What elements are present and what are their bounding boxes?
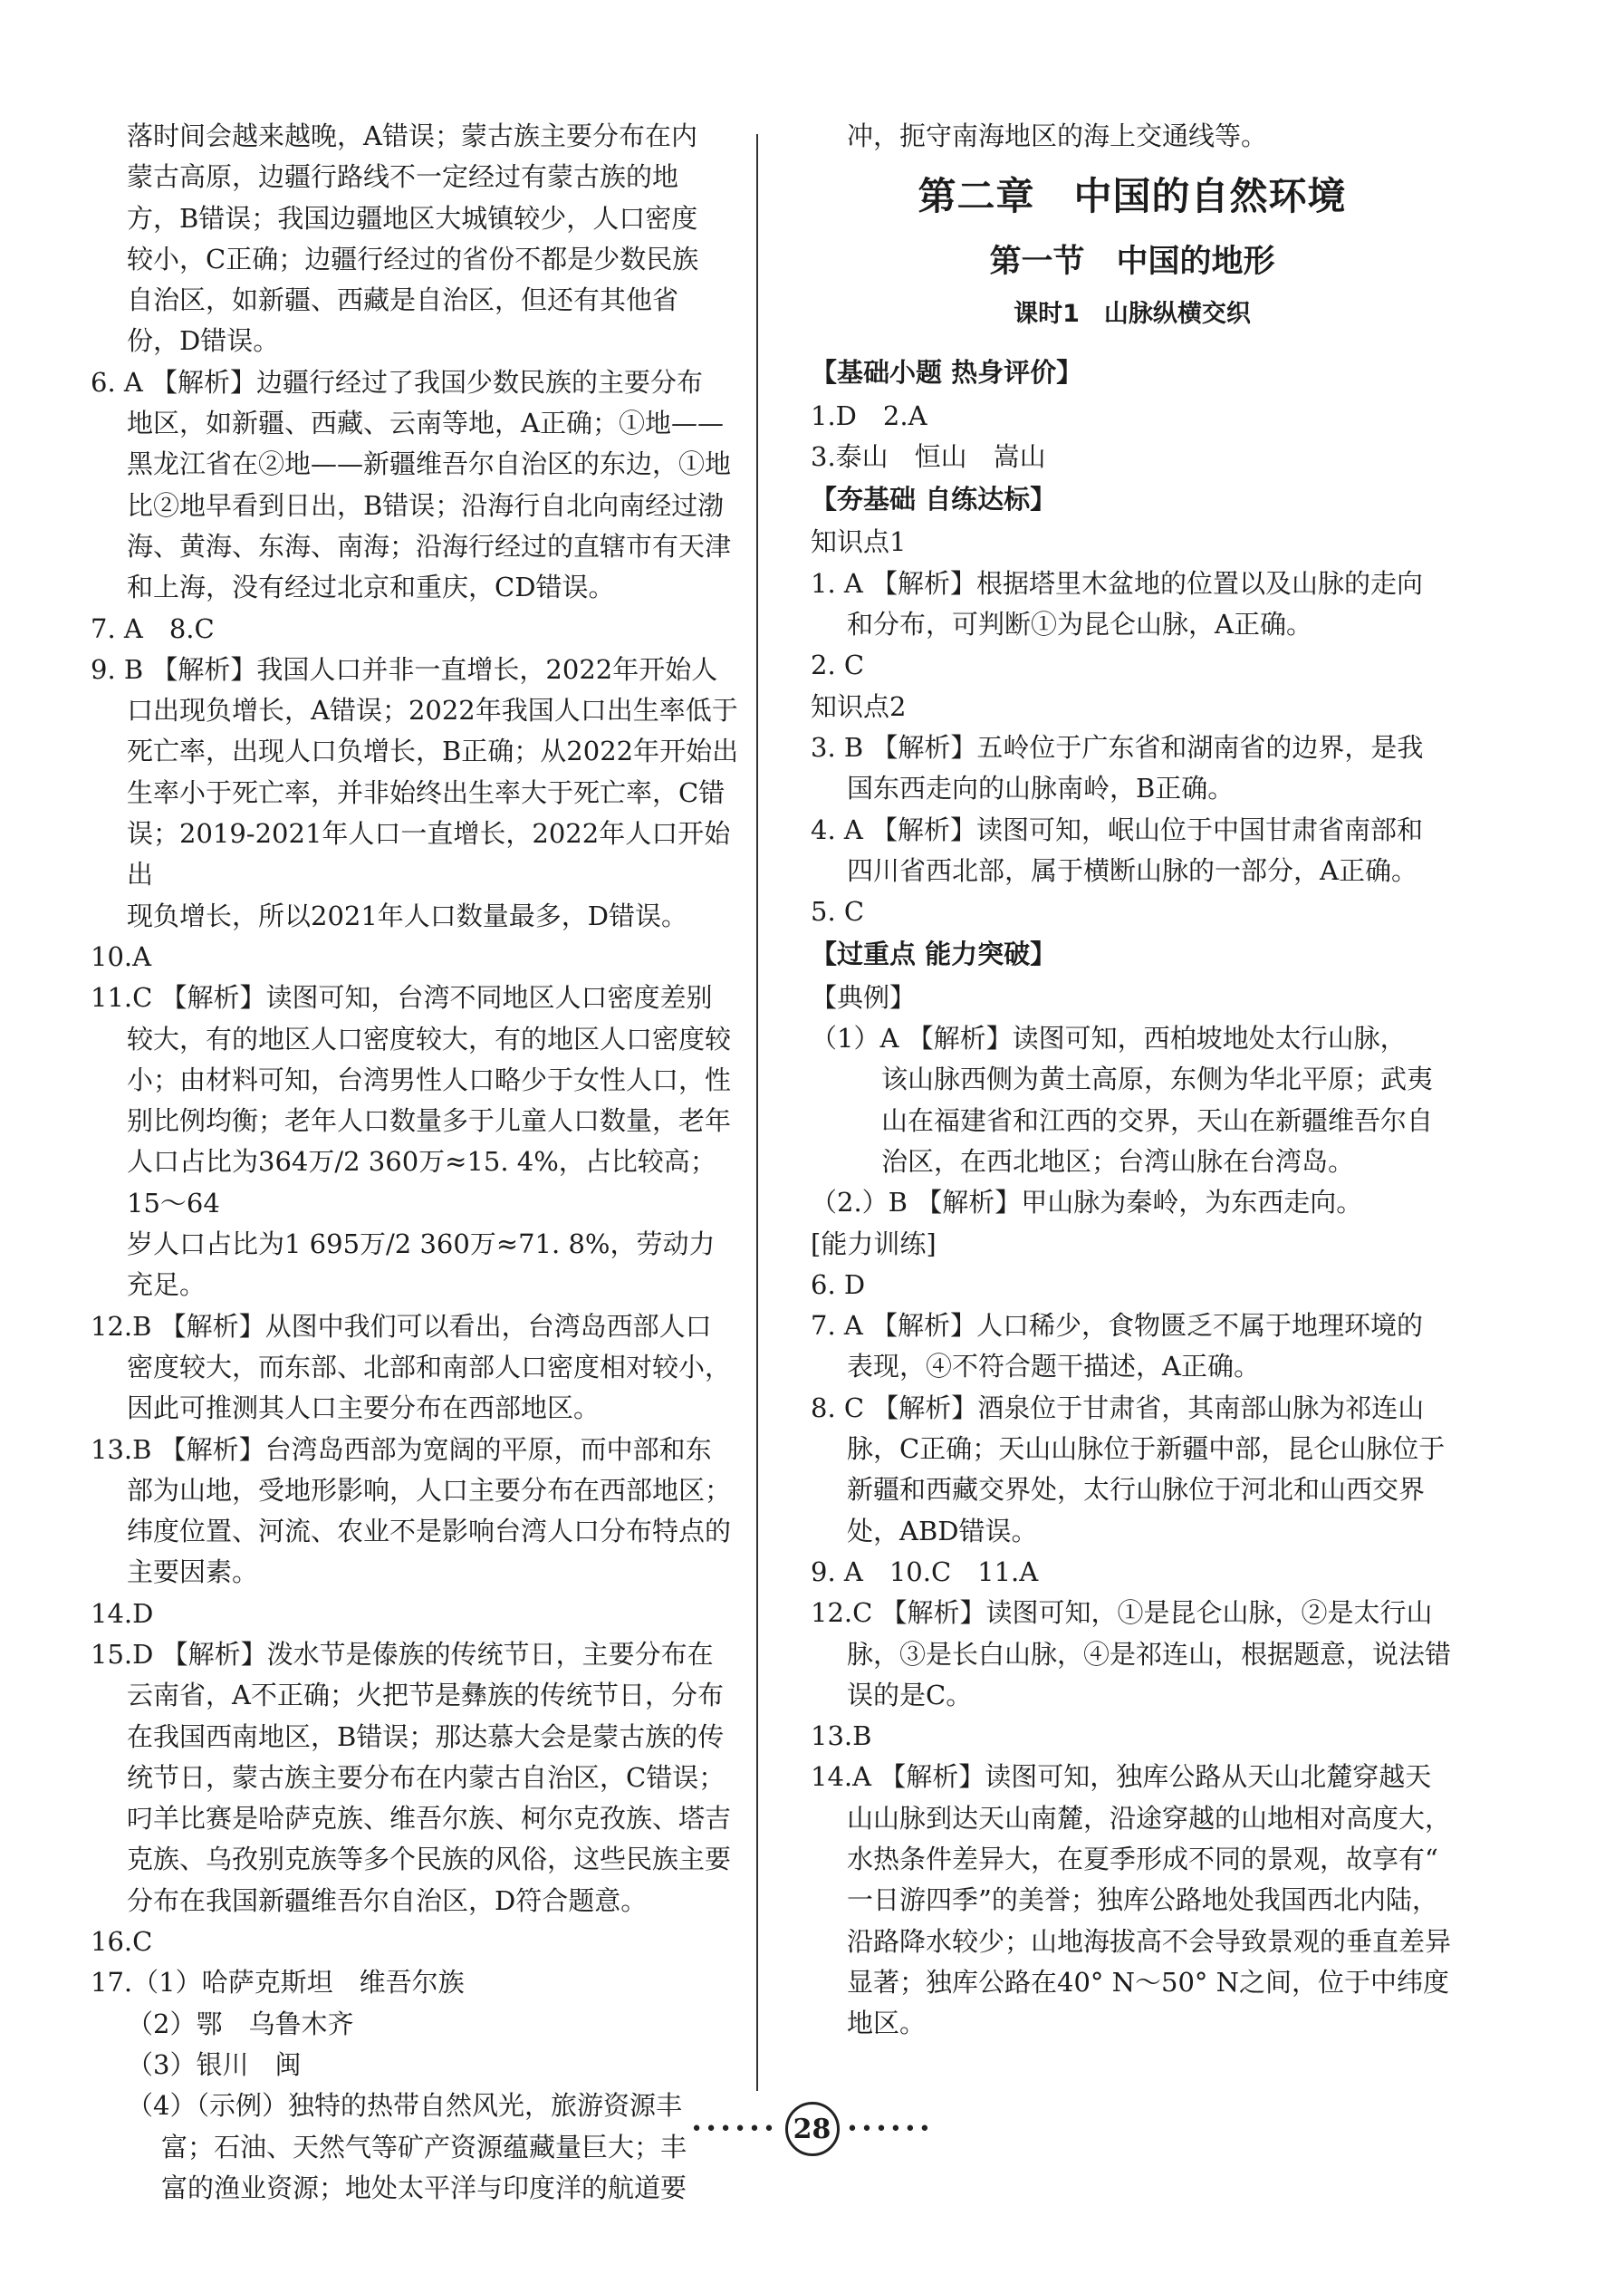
answer-line: 【典例】 xyxy=(811,981,917,1013)
answer-line: 4. A 【解析】读图可知，岷山位于中国甘肃省南部和 xyxy=(811,814,1424,845)
answer-line: （4）（示例）独特的热带自然风光，旅游资源丰 xyxy=(127,2090,682,2122)
answer-line: 7. A 【解析】人口稀少，食物匮乏不属于地理环境的 xyxy=(811,1310,1424,1342)
answer-line: 11.C 【解析】读图可知，台湾不同地区人口密度差别 xyxy=(91,982,713,1014)
answer-line: 脉，C正确；天山山脉位于新疆中部，昆仑山脉位于 xyxy=(847,1433,1446,1465)
answer-line: 水热条件差异大，在夏季形成不同的景观，故享有“ xyxy=(847,1843,1438,1874)
answer-line: 人口占比为364万/2 360万≈15. 4%，占比较高；15～64 xyxy=(127,1146,716,1219)
answer-line: 克族、乌孜别克族等多个民族的风俗，这些民族主要 xyxy=(127,1844,732,1875)
answer-line: 9. B 【解析】我国人口并非一直增长，2022年开始人 xyxy=(91,653,718,685)
answer-line: 纬度位置、河流、农业不是影响台湾人口分布特点的 xyxy=(127,1516,732,1547)
answer-line: 脉，③是长白山脉，④是祁连山，根据题意，说法错 xyxy=(847,1638,1452,1670)
answer-line: 3. B 【解析】五岭位于广东省和湖南省的边界，是我 xyxy=(811,731,1424,763)
answer-line: 处，ABD错误。 xyxy=(847,1515,1038,1546)
answer-line: 一日游四季”的美誉；独库公路地处我国西北内陆， xyxy=(847,1884,1438,1916)
answer-line: 6. A 【解析】边疆行经过了我国少数民族的主要分布 xyxy=(91,366,704,398)
answer-line: 主要因素。 xyxy=(127,1556,259,1588)
answer-line: 表现，④不符合题干描述，A正确。 xyxy=(847,1351,1260,1382)
answer-line: （2）鄂 乌鲁木齐 xyxy=(127,2008,354,2039)
column-divider xyxy=(756,134,758,2091)
answer-line: 密度较大，而东部、北部和南部人口密度相对较小， xyxy=(127,1351,732,1382)
answer-line: 叼羊比赛是哈萨克族、维吾尔族、柯尔克孜族、塔吉 xyxy=(127,1803,732,1835)
answer-line: （3）银川 闽 xyxy=(127,2048,302,2080)
answer-line: 5. C xyxy=(811,896,865,928)
answer-line: 误；2019-2021年人口一直增长，2022年人口开始出 xyxy=(127,818,731,891)
answer-line: 2. C xyxy=(811,650,865,681)
answer-line: 1. A 【解析】根据塔里木盆地的位置以及山脉的走向 xyxy=(811,567,1424,599)
right-answers xyxy=(811,352,1454,2044)
answer-line: 1.D 2.A xyxy=(811,400,927,431)
right-column xyxy=(811,116,1454,2044)
left-column xyxy=(91,116,739,2209)
answer-line: 新疆和西藏交界处，太行山脉位于河北和山西交界 xyxy=(847,1474,1426,1506)
answer-line: 蒙古高原，边疆行路线不一定经过有蒙古族的地 xyxy=(127,161,679,193)
answer-line: [能力训练] xyxy=(811,1228,937,1259)
footer-dots-right: •••••• xyxy=(846,2117,934,2141)
footer-dots-left: •••••• xyxy=(690,2117,778,2141)
chapter-title: 第二章 中国的自然环境 xyxy=(918,174,1347,219)
answer-line: 3.泰山 恒山 嵩山 xyxy=(811,440,1046,472)
answer-line: 海、黄海、东海、南海；沿海行经过的直辖市有天津 xyxy=(127,530,732,562)
answer-line: 6. D xyxy=(811,1268,866,1300)
answer-line: 知识点1 xyxy=(811,526,907,558)
answer-line: 沿路降水较少；山地海拔高不会导致景观的垂直差异 xyxy=(847,1925,1452,1957)
answer-line: （1）A 【解析】读图可知，西柏坡地处太行山脉， xyxy=(811,1023,1407,1055)
answer-line: （2.）B 【解析】甲山脉为秦岭，为东西走向。 xyxy=(811,1187,1363,1219)
answer-line: 山山脉到达天山南麓，沿途穿越的山地相对高度大， xyxy=(847,1802,1452,1834)
answer-line: 云南省，A不正确；火把节是彝族的传统节日，分布 xyxy=(127,1680,724,1711)
answer-line: 14.A 【解析】读图可知，独库公路从天山北麓穿越天 xyxy=(811,1761,1432,1793)
answer-line: 误的是C。 xyxy=(847,1679,973,1710)
answer-line: 13.B xyxy=(811,1720,872,1752)
answer-line: 山在福建省和江西的交界，天山在新疆维吾尔自 xyxy=(881,1104,1434,1136)
answer-line: 死亡率，出现人口负增长，B正确；从2022年开始出 xyxy=(127,736,739,767)
answer-line: 地区，如新疆、西藏、云南等地，A正确；①地—— xyxy=(127,408,724,439)
answer-line: 7. A 8.C xyxy=(91,612,215,644)
answer-line: 较大，有的地区人口密度较大，有的地区人口密度较 xyxy=(127,1023,732,1055)
answer-line: 生率小于死亡率，并非始终出生率大于死亡率，C错 xyxy=(127,776,726,808)
answer-line: 10.A xyxy=(91,940,152,972)
answer-line: 该山脉西侧为黄土高原，东侧为华北平原；武夷 xyxy=(881,1064,1434,1095)
answer-line: 因此可推测其人口主要分布在西部地区。 xyxy=(127,1392,601,1424)
answer-line: 落时间会越来越晚，A错误；蒙古族主要分布在内 xyxy=(127,120,697,151)
answer-line: 在我国西南地区，B错误；那达慕大会是蒙古族的传 xyxy=(127,1720,725,1752)
answer-line: 现负增长，所以2021年人口数量最多，D错误。 xyxy=(127,900,688,931)
answer-line: 部为山地，受地形影响，人口主要分布在西部地区； xyxy=(127,1474,732,1506)
answer-line: 份，D错误。 xyxy=(127,325,280,357)
answer-line: 12.B 【解析】从图中我们可以看出，台湾岛西部人口 xyxy=(91,1310,712,1342)
answer-line: 13.B 【解析】台湾岛西部为宽阔的平原，而中部和东 xyxy=(91,1433,712,1465)
section-heading: 【夯基础 自练达标】 xyxy=(811,484,1057,515)
section-title: 第一节 中国的地形 xyxy=(989,244,1275,281)
page-footer xyxy=(0,2102,1624,2156)
answer-line: 富的渔业资源；地处太平洋与印度洋的航道要 xyxy=(161,2172,687,2203)
answer-line: 口出现负增长，A错误；2022年我国人口出生率低于 xyxy=(127,695,738,727)
answer-line: 地区。 xyxy=(847,2008,927,2039)
answer-line: 和上海，没有经过北京和重庆，CD错误。 xyxy=(127,572,615,603)
answer-line: 方，B错误；我国边疆地区大城镇较少，人口密度 xyxy=(127,202,698,234)
page-number: 28 xyxy=(785,2102,840,2156)
continued-answer-line: 冲，扼守南海地区的海上交通线等。 xyxy=(847,120,1268,151)
answer-line: 黑龙江省在②地——新疆维吾尔自治区的东边，①地 xyxy=(127,448,732,480)
answer-line: 比②地早看到日出，B错误；沿海行自北向南经过渤 xyxy=(127,489,725,521)
answer-line: 岁人口占比为1 695万/2 360万≈71. 8%，劳动力充足。 xyxy=(127,1228,716,1301)
answer-line: 17.（1）哈萨克斯坦 维吾尔族 xyxy=(91,1967,465,1999)
answer-line: 分布在我国新疆维吾尔自治区，D符合题意。 xyxy=(127,1884,648,1916)
answer-line: 四川省西北部，属于横断山脉的一部分，A正确。 xyxy=(847,854,1417,886)
answer-line: 9. A 10.C 11.A xyxy=(811,1556,1039,1587)
answer-line: 和分布，可判断①为昆仑山脉，A正确。 xyxy=(847,609,1312,641)
answer-line: 别比例均衡；老年人口数量多于儿童人口数量，老年 xyxy=(127,1105,732,1137)
answer-line: 较小，C正确；边疆行经过的省份不都是少数民族 xyxy=(127,243,699,275)
section-heading: 【过重点 能力突破】 xyxy=(811,939,1057,970)
answer-line: 显著；独库公路在40° N～50° N之间，位于中纬度 xyxy=(847,1966,1449,1998)
section-heading: 【基础小题 热身评价】 xyxy=(811,357,1083,389)
answer-line: 治区，在西北地区；台湾山脉在台湾岛。 xyxy=(881,1145,1355,1177)
answer-line: 14.D xyxy=(91,1597,154,1629)
answer-line: 15.D 【解析】泼水节是傣族的传统节日，主要分布在 xyxy=(91,1638,714,1670)
answer-line: 自治区，如新疆、西藏是自治区，但还有其他省 xyxy=(127,284,679,316)
answer-line: 16.C xyxy=(91,1926,153,1958)
answer-line: 知识点2 xyxy=(811,690,907,722)
lesson-title: 课时1 山脉纵横交织 xyxy=(1014,300,1251,329)
answer-line: 统节日，蒙古族主要分布在内蒙古自治区，C错误； xyxy=(127,1761,726,1793)
answer-line: 国东西走向的山脉南岭，B正确。 xyxy=(847,773,1235,804)
answer-line: 小；由材料可知，台湾男性人口略少于女性人口，性 xyxy=(127,1064,732,1095)
answer-line: 富；石油、天然气等矿产资源蕴藏量巨大；丰 xyxy=(161,2131,687,2163)
answer-line: 12.C 【解析】读图可知，①是昆仑山脉，②是太行山 xyxy=(811,1597,1433,1629)
answer-line: 8. C 【解析】酒泉位于甘肃省，其南部山脉为祁连山 xyxy=(811,1392,1425,1423)
